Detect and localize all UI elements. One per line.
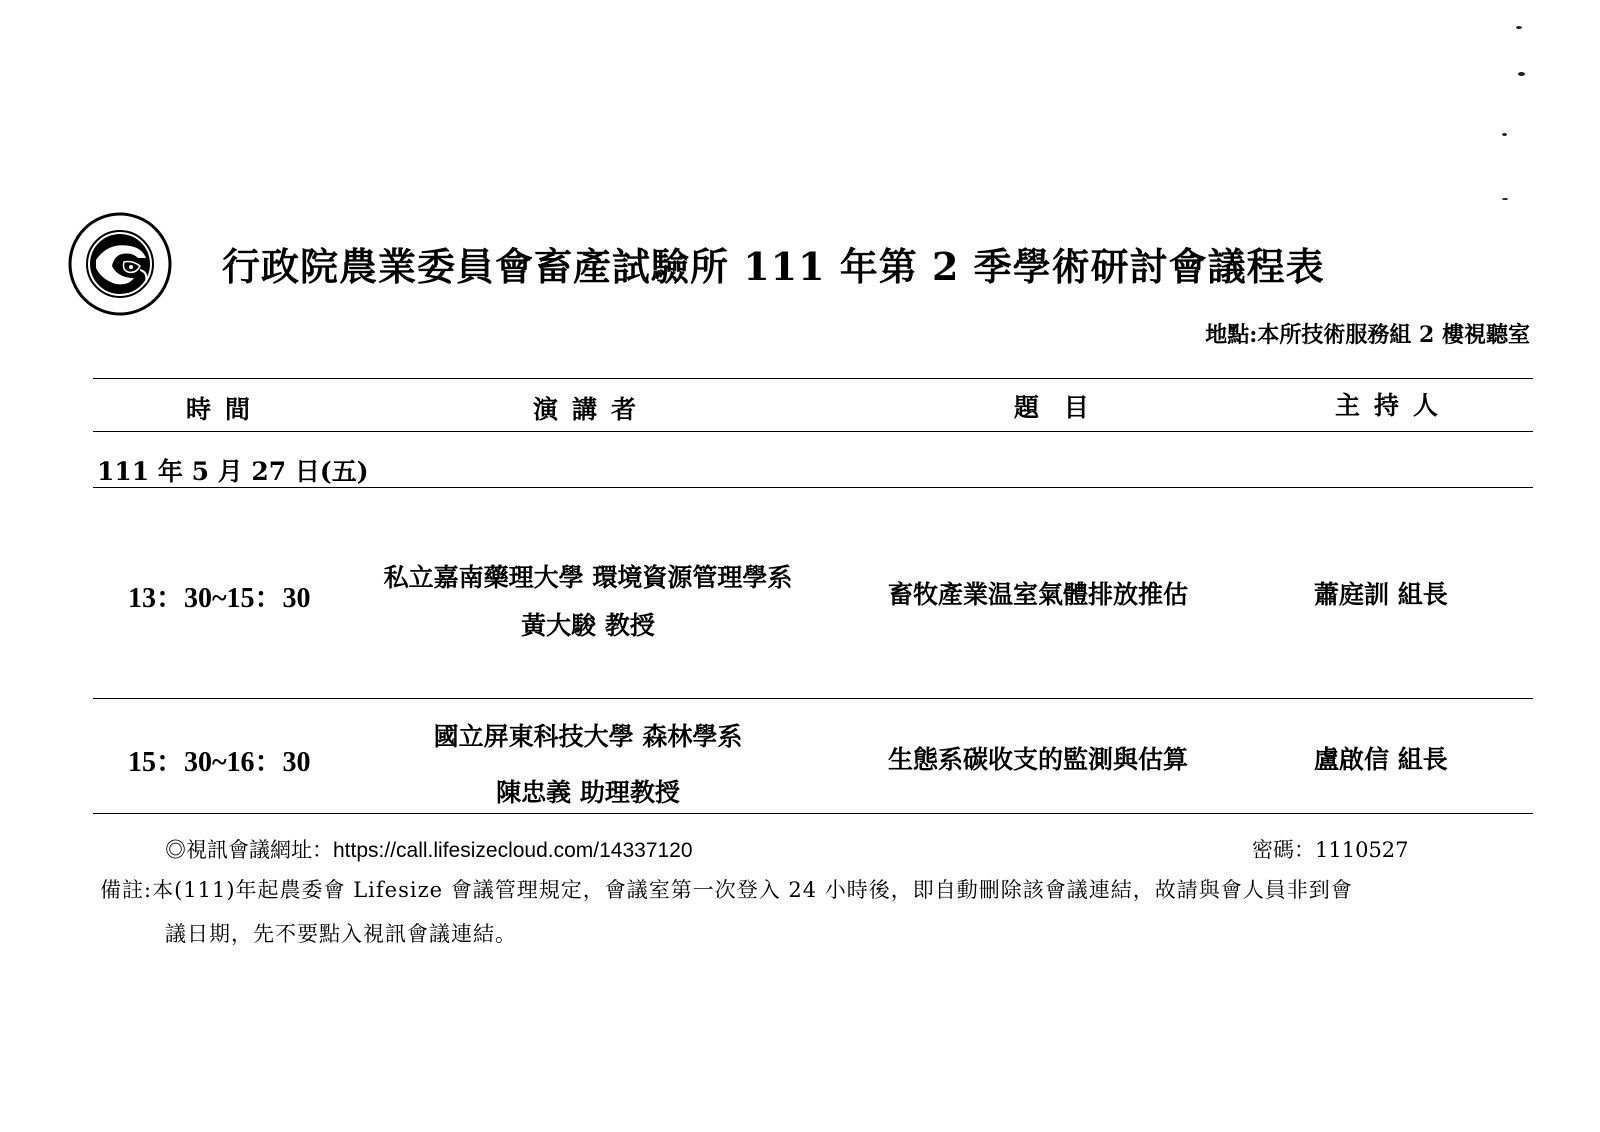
scan-speck [1518, 72, 1525, 76]
row1-host: 蕭庭訓 組長 [1314, 580, 1448, 609]
row2-speaker-name: 陳忠義 助理教授 [496, 778, 680, 807]
table-rule-top [93, 378, 1533, 379]
video-conference-link[interactable]: ◎視訊會議網址：https://call.lifesizecloud.com/14337120 [165, 839, 693, 862]
meeting-password: 密碼：1110527 [1252, 838, 1409, 862]
table-rule-bottom [93, 813, 1533, 814]
remark-line-1: 備註:本(111)年起農委會 Lifesize 會議管理規定，會議室第一次登入 24 小時後，即自動刪除該會議連結，故請與會人員非到會 [100, 878, 1353, 902]
row2-time: 15：30~16：30 [128, 747, 311, 778]
column-header-host: 主持人 [1335, 391, 1453, 420]
table-rule-row1 [93, 698, 1533, 699]
venue-label: 地點:本所技術服務組 2 樓視聽室 [1205, 322, 1530, 348]
row2-host: 盧啟信 組長 [1314, 745, 1448, 774]
column-header-time: 時間 [186, 395, 265, 424]
column-header-speaker: 演講者 [533, 395, 651, 424]
scan-speck [1516, 26, 1522, 29]
institute-logo [68, 212, 172, 316]
row1-speaker-affiliation: 私立嘉南藥理大學 環境資源管理學系 [383, 563, 793, 592]
session-date: 111 年 5 月 27 日(五) [97, 457, 369, 486]
scan-speck [1502, 198, 1508, 200]
row1-time: 13：30~15：30 [128, 583, 311, 614]
row1-topic: 畜牧產業温室氣體排放推估 [888, 580, 1189, 609]
row1-speaker-name: 黃大駿 教授 [521, 611, 655, 640]
table-rule-header [93, 431, 1533, 432]
remark-line-2: 議日期，先不要點入視訊會議連結。 [165, 922, 517, 946]
row2-topic: 生態系碳收支的監測與估算 [888, 745, 1189, 774]
page-title: 行政院農業委員會畜產試驗所 111 年第 2 季學術研討會議程表 [222, 244, 1325, 289]
scan-speck [1502, 133, 1507, 136]
row2-speaker-affiliation: 國立屏東科技大學 森林學系 [433, 722, 743, 751]
column-header-topic: 題 目 [1014, 393, 1097, 422]
